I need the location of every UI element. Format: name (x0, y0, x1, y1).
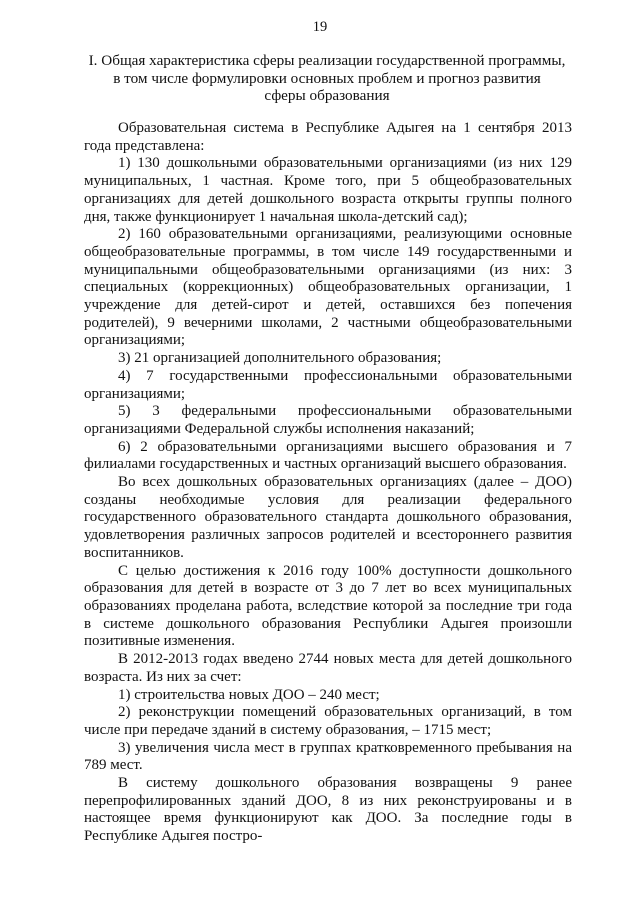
body-text (84, 120, 572, 846)
list-item-general-education: 2) 160 образовательными организациями, реализующими основные общеобразовательные программы, в том числе 149 государственными и муниципальными общеобразовательными организациями (из них: 3 специальных (коррекционных) общеобразовательных организации, 1 учреждение для детей-сирот и детей, оставшихся без попечения родителей), 9 вечерними школами, 2 частными общеобразовательными организациями; (84, 226, 572, 349)
heading-line: I. Общая характеристика сферы реализации государственной программы, (88, 52, 566, 69)
list-item-state-professional: 4) 7 государственными профессиональными образовательными организациями; (84, 367, 572, 402)
section-heading (82, 52, 572, 105)
page-number: 19 (312, 19, 328, 35)
list-item-reconstruction: 2) реконструкции помещений образовательных организаций, в том числе при передаче зданий в систему образования, – 1715 мест; (84, 704, 572, 738)
heading-line: в том числе формулировки основных проблем и прогноз развития (113, 69, 541, 87)
paragraph-returned-buildings: В систему дошкольного образования возвращены 9 ранее перепрофилированных зданий ДОО, 8 из них реконструированы и в настоящее время функционируют как ДОО. За последние годы в Республике Адыгея постро- (84, 775, 572, 845)
heading-line: сферы образования (264, 87, 390, 104)
list-item-construction: 1) строительства новых ДОО – 240 мест; (118, 686, 380, 703)
list-item-preschool: 1) 130 дошкольными образовательными организациями (из них 129 муниципальных, 1 частная. Кроме того, при 5 общеобразовательных организациях для детей дошкольного возраста открыты группы полного дня, также функционирует 1 начальная школа-детский сад); (84, 155, 572, 225)
paragraph-intro: Образовательная система в Республике Адыгея на 1 сентября 2013 года представлена: (84, 120, 572, 154)
list-item-federal-professional: 5) 3 федеральными профессиональными образовательными организациями Федеральной службы исполнения наказаний; (84, 403, 572, 437)
list-item-short-stay-groups: 3) увеличения числа мест в группах кратковременного пребывания на 789 мест. (84, 739, 572, 774)
paragraph-doo-conditions: Во всех дошкольных образовательных организациях (далее – ДОО) созданы необходимые условия для реализации федерального государственного образовательного стандарта дошкольного образования, удовлетворения различных запросов родителей и всестороннего развития воспитанников. (84, 474, 572, 561)
paragraph-accessibility-goal: С целью достижения к 2016 году 100% доступности дошкольного образования для детей в возрасте от 3 до 7 лет во всех муниципальных образованиях проделана работа, вследствие которой за последние три года в системе дошкольного образования Республики Адыгея произошли позитивные изменения. (84, 562, 572, 650)
list-item-additional-education: 3) 21 организацией дополнительного образования; (118, 350, 442, 367)
list-item-higher-education: 6) 2 образовательными организациями высшего образования и 7 филиалами государственных и частных организаций высшего образования. (84, 438, 572, 473)
paragraph-new-places: В 2012-2013 годах введено 2744 новых места для детей дошкольного возраста. Из них за счет: (84, 651, 572, 685)
